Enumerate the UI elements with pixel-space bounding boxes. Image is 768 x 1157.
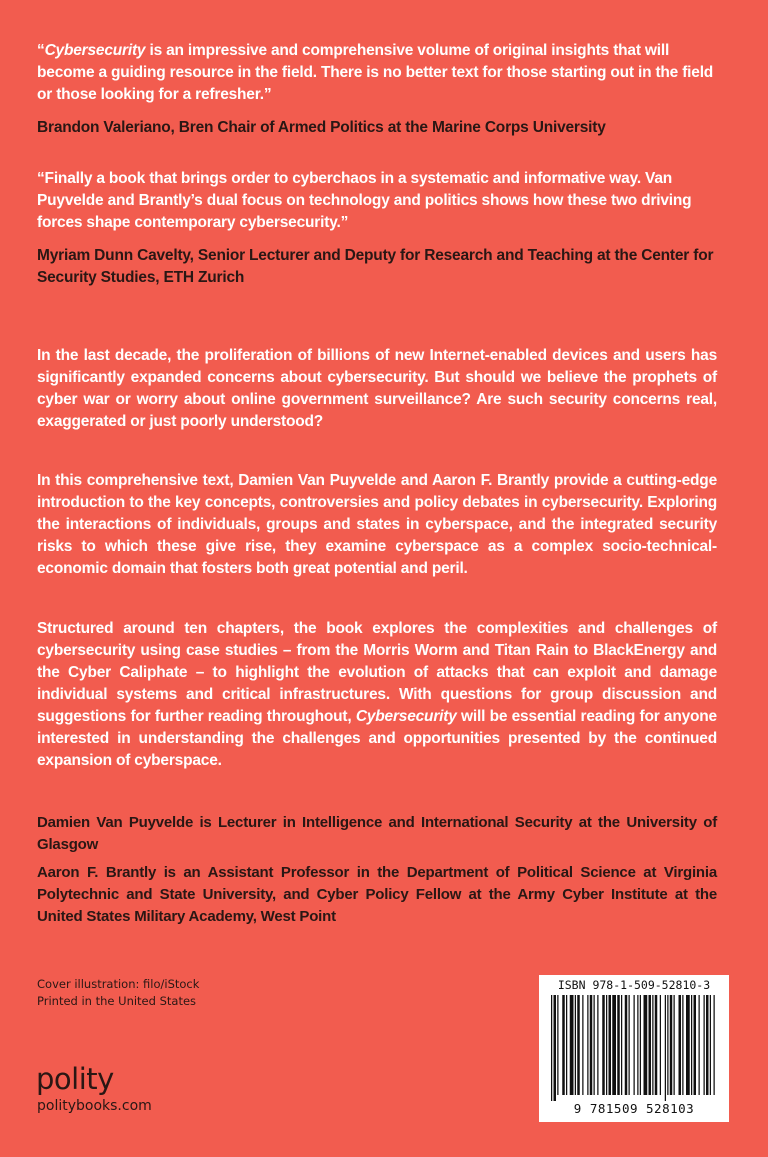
polity-logo: polity (36, 1062, 114, 1096)
barcode-bar (594, 995, 595, 1095)
barcode-bar (655, 995, 658, 1095)
review-attribution-1: Brandon Valeriano, Bren Chair of Armed Politics at the Marine Corps University (37, 119, 606, 136)
barcode-bar (554, 995, 557, 1101)
review-quote-1 (37, 40, 717, 106)
barcode-bar (704, 995, 705, 1095)
barcode-bar (557, 995, 558, 1095)
description-paragraph-3-end: will be essential reading for anyone interested in understanding the challenges and opportunities presented by the continued expansion of cyberspace. (37, 708, 717, 769)
printed-in-note: Printed in the United States (37, 994, 197, 1008)
barcode-bar (637, 995, 638, 1095)
description-paragraph-3 (37, 618, 717, 772)
barcode-bar (577, 995, 580, 1095)
description-book-title: Cybersecurity (355, 708, 457, 725)
publisher-url: politybooks.com (37, 1098, 152, 1114)
isbn-barcode (539, 975, 729, 1122)
barcode-bar (629, 995, 630, 1095)
barcode-bar (694, 995, 697, 1095)
quote-1-text: is an impressive and comprehensive volume of original insights that will become a guiding resource in the field. There is no better text for those starting out in the field or those looking for a refresher.” (37, 42, 714, 103)
barcode-bar (625, 995, 628, 1095)
barcode-bar (617, 995, 620, 1095)
barcode-bar (602, 995, 605, 1095)
barcode-bar (575, 995, 576, 1095)
barcode-bar (566, 995, 567, 1095)
barcode-bar (679, 995, 682, 1095)
barcode-bar (644, 995, 648, 1095)
barcode-bar (640, 995, 641, 1095)
barcode-bar (606, 995, 607, 1095)
description-paragraph-2: In this comprehensive text, Damien Van Puyvelde and Aaron F. Brantly provide a cutting-edge introduction to the key concepts, controversies and policy debates in cybersecurity. Exploring the interactions of individuals, groups and states in cyberspace, and the integrated security risks to which these give rise, they examine cyberspace as a complex socio-technical-economic domain that fosters both great potential and peril. (37, 472, 717, 577)
quote-1-book-title: Cybersecurity (44, 42, 146, 59)
barcode-bars (547, 995, 721, 1101)
barcode-bar (710, 995, 711, 1095)
barcode-bar (590, 995, 593, 1095)
isbn-digits: 9 781509 528103 (573, 1101, 695, 1116)
isbn-label: ISBN 978-1-509-52810-3 (557, 978, 711, 992)
barcode-bar (587, 995, 588, 1095)
barcode-bar (612, 995, 616, 1095)
barcode-bar (652, 995, 653, 1095)
description-paragraph-1: In the last decade, the proliferation of billions of new Internet-enabled devices and users has significantly expanded concerns about cybersecurity. But should we believe the prophets of cyber war or worry about online government surveillance? Are such security concerns real, exaggerated or just poorly understood? (37, 347, 717, 430)
barcode-bar (714, 995, 715, 1095)
barcode-bar (665, 995, 666, 1101)
barcode-bar (674, 995, 675, 1095)
barcode-bar (691, 995, 692, 1095)
barcode-bar (570, 995, 574, 1095)
barcode-bar (609, 995, 612, 1095)
barcode-bar (562, 995, 565, 1095)
quote-1-open-mark: “ (37, 42, 45, 59)
barcode-bar (667, 995, 668, 1095)
barcode-bar (582, 995, 583, 1095)
description-paragraph-3-start: Structured around ten chapters, the book explores the complexities and challenges of cybersecurity using case studies – from the Morris Worm and Titan Rain to BlackEnergy and the Cyber Caliphate – to highlight the evolution of attacks that can exploit and damage individual systems and critical infrastructures. With questions for group discussion and suggestions for further reading throughout, (37, 620, 717, 725)
barcode-bar (699, 995, 700, 1095)
barcode-bar (670, 995, 673, 1095)
cover-illustration-credit: Cover illustration: filo/iStock (37, 977, 200, 991)
barcode-bar (597, 995, 598, 1095)
author-bio-1: Damien Van Puyvelde is Lecturer in Intelligence and International Security at the University of Glasgow (37, 814, 717, 853)
author-bio-2: Aaron F. Brantly is an Assistant Professor in the Department of Political Science at Virginia Polytechnic and State University, and Cyber Policy Fellow at the Army Cyber Institute at the United States Military Academy, West Point (37, 864, 717, 925)
review-attribution-2: Myriam Dunn Cavelty, Senior Lecturer and Deputy for Research and Teaching at the Center for Security Studies, ETH Zurich (37, 247, 714, 286)
barcode-bar (686, 995, 690, 1095)
barcode-bar (682, 995, 683, 1095)
review-quote-2: “Finally a book that brings order to cyberchaos in a systematic and informative way. Van Puyvelde and Brantly’s dual focus on technology and politics shows how these two driving forces shape contemporary cybersecurity.” (37, 170, 692, 231)
barcode-bar (551, 995, 552, 1101)
barcode-bar (634, 995, 635, 1095)
barcode-bar (649, 995, 652, 1095)
barcode-bar (660, 995, 661, 1095)
barcode-bar (706, 995, 709, 1095)
barcode-bar (621, 995, 622, 1095)
